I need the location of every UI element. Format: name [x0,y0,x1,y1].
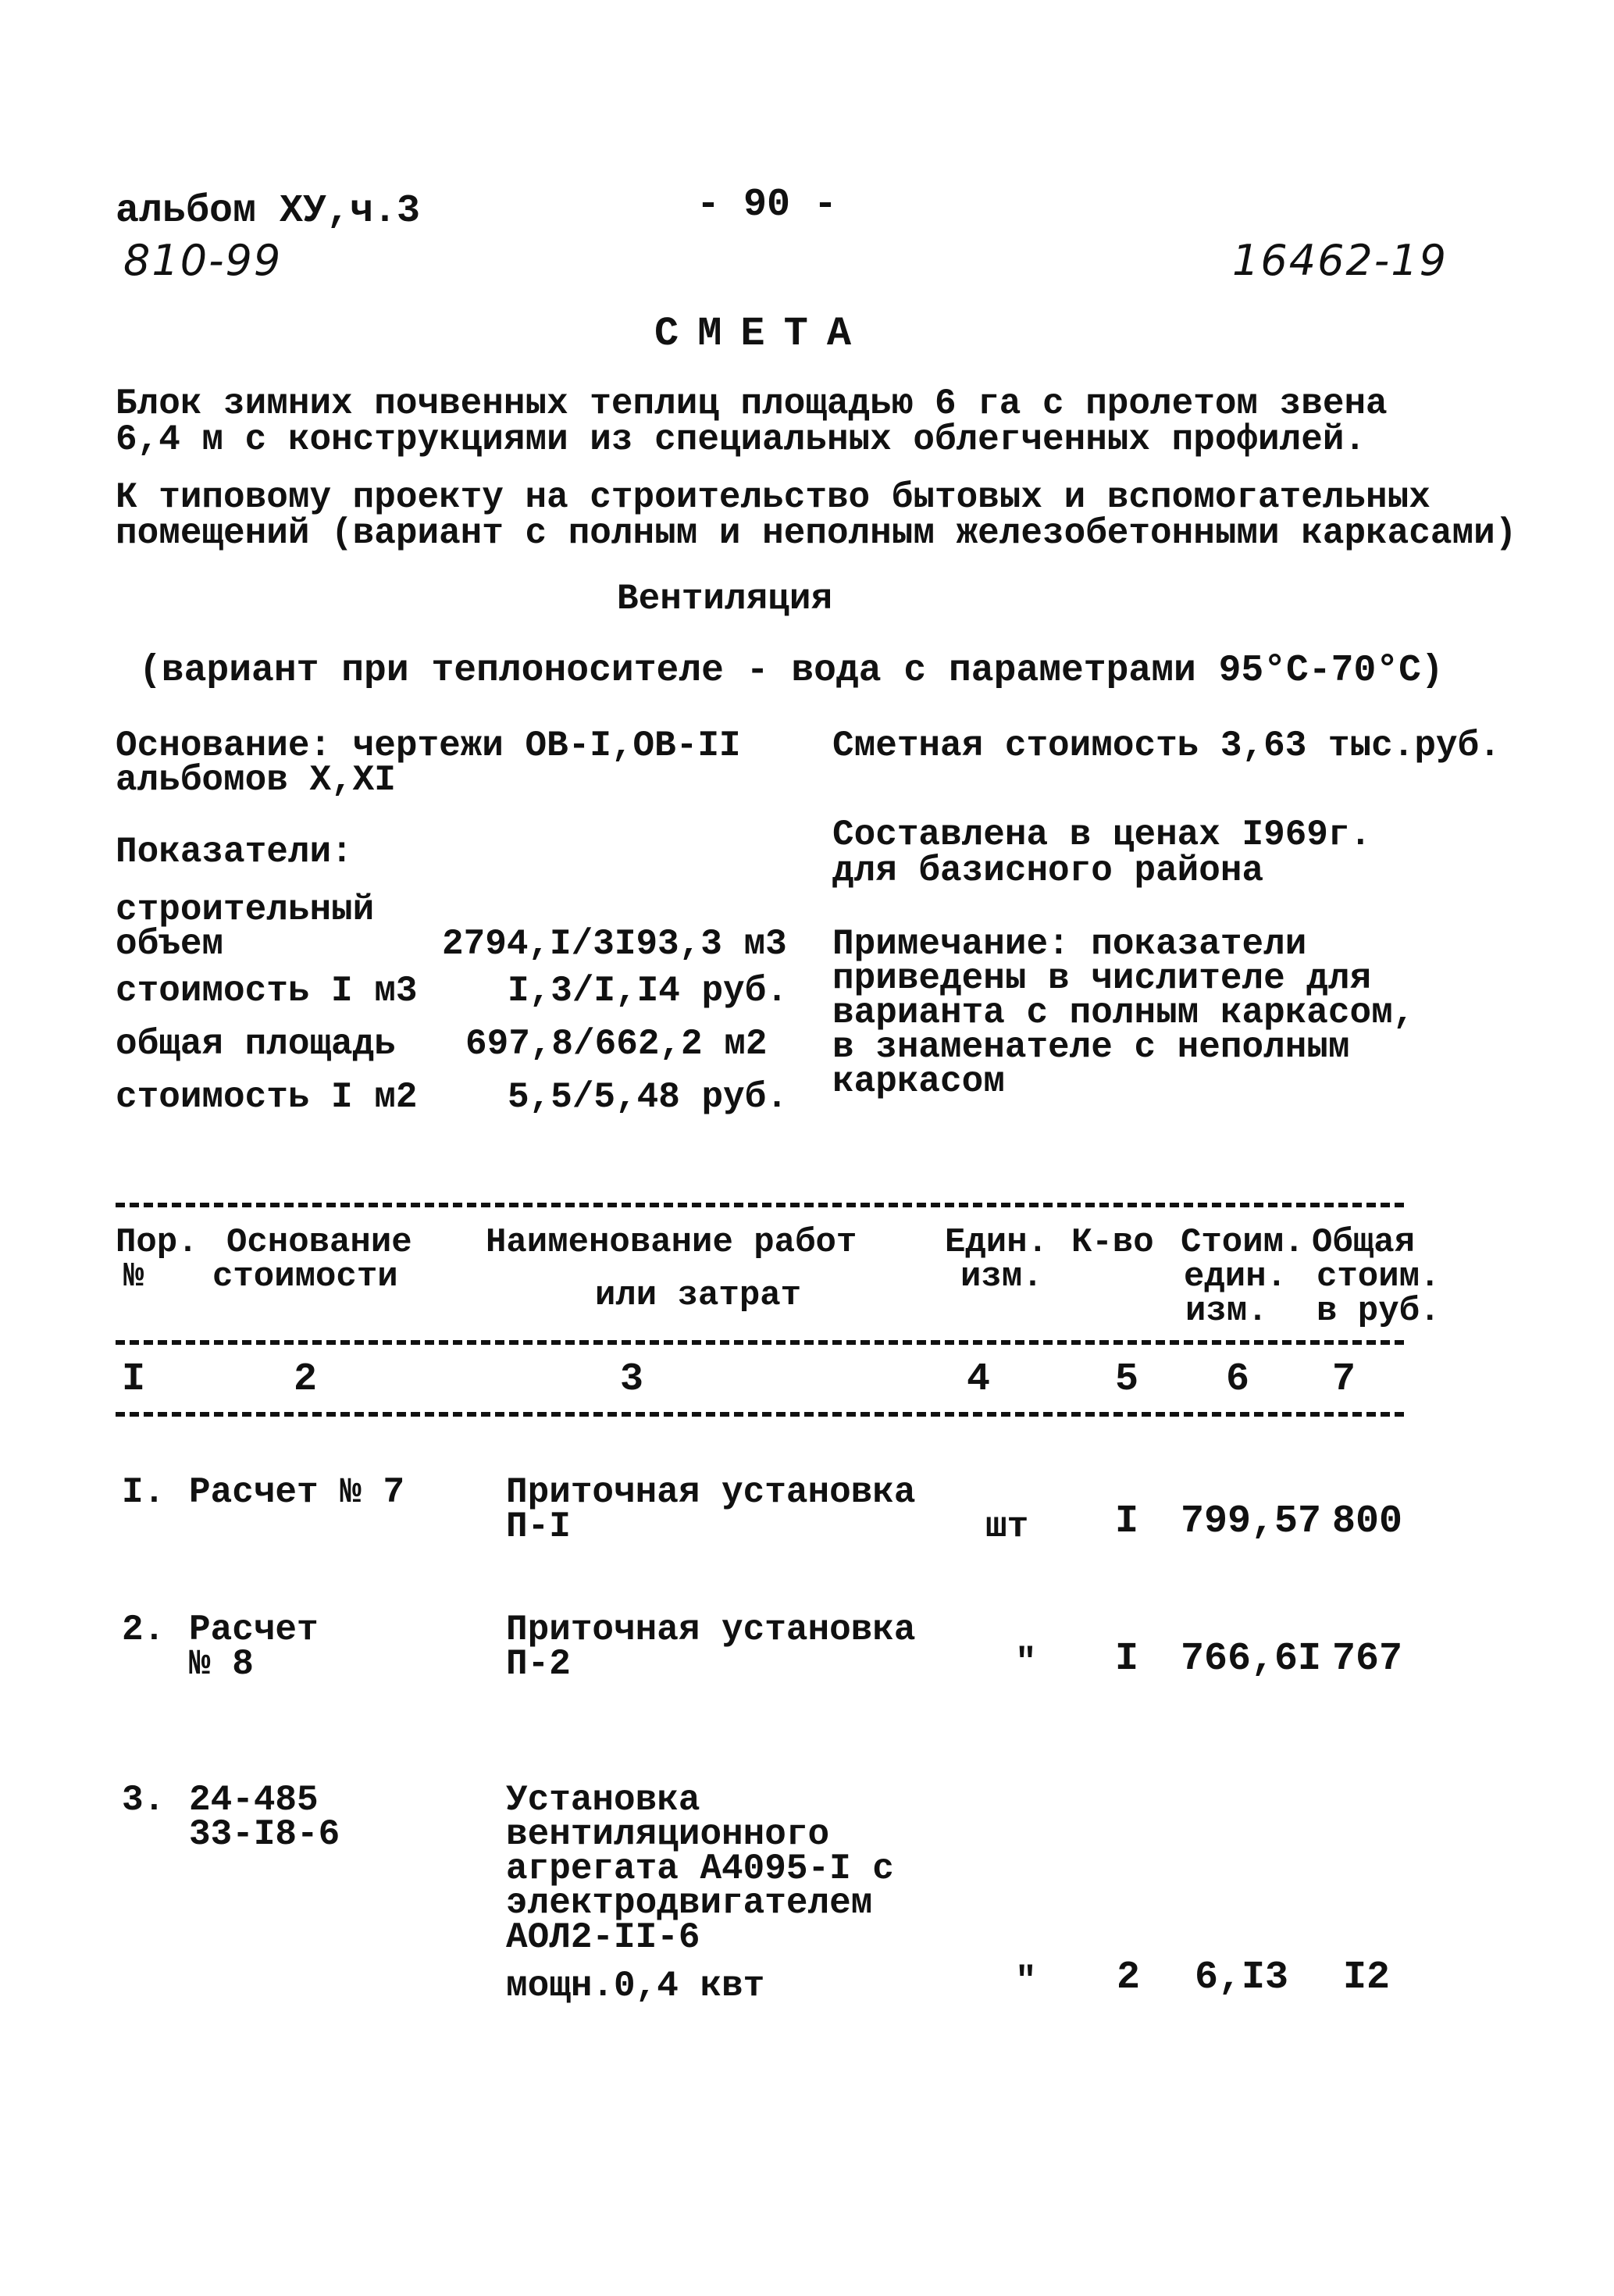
row-1-number: I. [122,1472,166,1513]
cost-m2-label: стоимость I м2 [116,1077,418,1118]
volume-label-2: объем [116,924,224,964]
row-3-unit: " [1015,1961,1037,2002]
header-col2-b: стоимости [212,1257,398,1296]
col-number-4: 4 [967,1357,991,1402]
col-number-2: 2 [294,1357,318,1402]
row-3-name-2: вентиляционного [506,1814,830,1855]
note-line-4: в знаменателе с неполным [832,1027,1350,1068]
row-2-total: 767 [1332,1637,1403,1681]
row-1-name-1: Приточная установка [506,1472,916,1513]
col-number-6: 6 [1226,1357,1250,1402]
basis-line-2: альбомов Х,ХI [116,760,396,800]
basis-line-1: Основание: чертежи ОВ-I,ОВ-II [116,726,741,766]
header-col6-c: изм. [1185,1292,1268,1331]
header-col2-a: Основание [226,1223,412,1262]
row-3-name-6: мощн.0,4 квт [506,1966,765,2006]
estimated-cost: Сметная стоимость 3,63 тыс.руб. [832,726,1501,766]
row-1-unit-cost: 799,57 [1181,1499,1322,1544]
note-line-3: варианта с полным каркасом, [832,993,1415,1033]
volume-label-1: строительный [116,890,375,930]
header-col7-a: Общая [1312,1223,1416,1262]
col-number-1: I [122,1357,146,1402]
area-label: общая площадь [116,1024,396,1064]
prices-line-2: для базисного района [832,850,1264,891]
row-1-total: 800 [1332,1499,1403,1544]
description-line-3: К типовому проекту на строительство бытовых и вспомогательных [116,477,1431,518]
description-line-4: помещений (вариант с полным и неполным железобетонными каркасами) [116,513,1517,554]
prices-line-1: Составлена в ценах I969г. [832,815,1372,855]
header-col6-b: един. [1184,1257,1288,1296]
header-col7-c: в руб. [1316,1292,1441,1331]
header-col5: К-во [1071,1223,1154,1262]
row-3-unit-cost: 6,I3 [1195,1956,1289,2000]
row-3-basis-2: 33-I8-6 [189,1814,340,1855]
header-col1-a: Пор. [116,1223,198,1262]
description-line-2: 6,4 м с конструкциями из специальных облегченных профилей. [116,419,1366,460]
row-3-name-1: Установка [506,1780,700,1820]
col-number-7: 7 [1332,1357,1356,1402]
row-2-basis-1: Расчет [189,1610,319,1650]
row-2-name-1: Приточная установка [506,1610,916,1650]
note-line-2: приведены в числителе для [832,958,1372,999]
row-3-name-4: электродвигателем [506,1883,873,1923]
row-2-number: 2. [122,1610,166,1650]
row-2-unit-cost: 766,6I [1181,1637,1322,1681]
row-3-name-5: АОЛ2-II-6 [506,1917,700,1958]
header-col1-b: № [123,1257,144,1296]
header-col3-b: или затрат [595,1276,802,1315]
header-col4-a: Един. [945,1223,1049,1262]
row-3-total: I2 [1343,1956,1391,2000]
row-3-basis-1: 24-485 [189,1780,319,1820]
header-col6-a: Стоим. [1181,1223,1305,1262]
row-3-name-3: агрегата А4095-I с [506,1849,894,1889]
header-col3-a: Наименование работ [486,1223,857,1262]
table-numbers-rule [116,1412,1404,1417]
variant-line: (вариант при теплоносителе - вода с параметрами 95°С-70°С) [139,650,1444,692]
page-number: - 90 - [697,183,838,227]
cost-m3-value: I,3/I,I4 руб. [508,971,788,1011]
row-2-qty: I [1115,1637,1139,1681]
row-3-number: 3. [122,1780,166,1820]
row-2-unit: " [1015,1642,1037,1683]
col-number-3: 3 [620,1357,644,1402]
indicators-title: Показатели: [116,832,353,872]
row-1-basis-1: Расчет № 7 [189,1472,405,1513]
handwritten-code-left: 810-99 [123,236,283,285]
header-col4-b: изм. [960,1257,1043,1296]
volume-value: 2794,I/3I93,3 м3 [442,924,787,964]
cost-m2-value: 5,5/5,48 руб. [508,1077,788,1118]
note-line-1: Примечание: показатели [832,924,1307,964]
album-reference: альбом ХУ,ч.3 [116,189,421,234]
table-top-rule [116,1203,1404,1207]
cost-m3-label: стоимость I м3 [116,971,418,1011]
section-title: Вентиляция [617,579,833,619]
area-value: 697,8/662,2 м2 [465,1024,768,1064]
col-number-5: 5 [1115,1357,1139,1402]
row-1-name-2: П-I [506,1506,571,1547]
row-2-name-2: П-2 [506,1644,571,1685]
document-title: СМЕТА [654,311,871,357]
table-header-rule [116,1340,1404,1345]
row-2-basis-2: № 8 [189,1644,254,1685]
note-line-5: каркасом [832,1061,1005,1102]
handwritten-code-right: 16462-19 [1232,236,1448,285]
header-col7-b: стоим. [1316,1257,1441,1296]
row-1-qty: I [1115,1499,1139,1544]
description-line-1: Блок зимних почвенных теплиц площадью 6 га с пролетом звена [116,383,1388,424]
row-3-qty: 2 [1117,1956,1141,2000]
row-1-unit: шт [985,1506,1029,1547]
